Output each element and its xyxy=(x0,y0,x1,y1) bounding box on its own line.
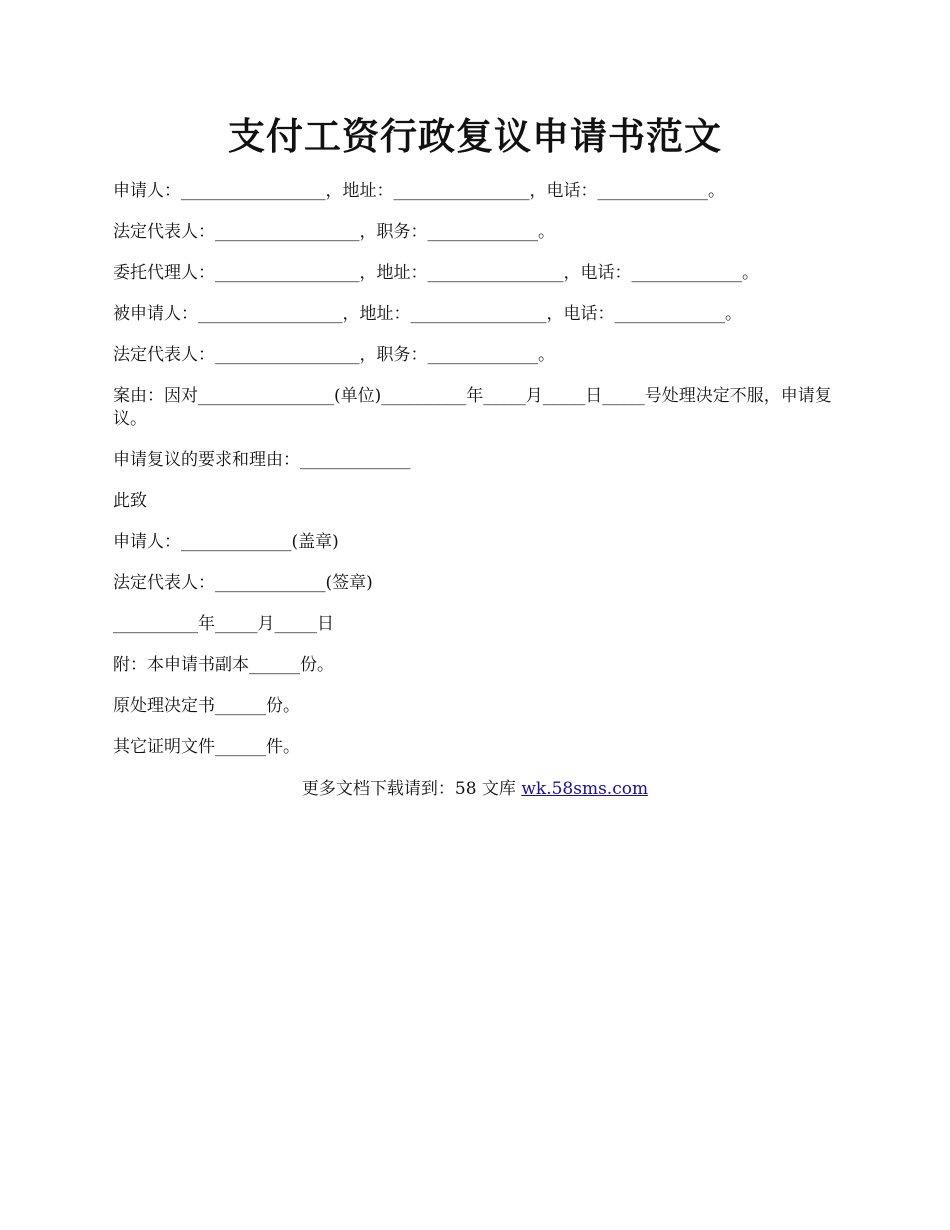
applicant-seal-line: 申请人：_____________(盖章) xyxy=(113,532,339,552)
respondent-line: 被申请人：_________________，地址：________________，电话：_____________。 xyxy=(113,304,742,324)
footer-prefix: 更多文档下载请到：58 文库 xyxy=(301,779,522,799)
document-title: 支付工资行政复议申请书范文 xyxy=(228,114,722,158)
download-footer xyxy=(0,778,950,801)
applicant-line: 申请人：_________________，地址：________________，电话：_____________。 xyxy=(113,181,725,201)
case-reason-paragraph: 案由：因对________________(单位)__________年_____月_____日_____号处理决定不服，申请复议。 xyxy=(113,386,832,429)
request-reasons-line: 申请复议的要求和理由：_____________ xyxy=(113,450,411,470)
respondent-legal-rep-line: 法定代表人：_________________，职务：_____________。 xyxy=(113,345,555,365)
applicant-legal-rep-line: 法定代表人：_________________，职务：_____________。 xyxy=(113,222,555,242)
document-body xyxy=(113,180,838,777)
attachment-copies-line: 附：本申请书副本______份。 xyxy=(113,655,334,675)
salutation-line: 此致 xyxy=(113,491,147,511)
agent-line: 委托代理人：_________________，地址：________________，电话：_____________。 xyxy=(113,263,759,283)
legal-rep-signature-line: 法定代表人：_____________(签章) xyxy=(113,573,373,593)
attachment-other-evidence-line: 其它证明文件______件。 xyxy=(113,737,300,757)
attachment-original-decision-line: 原处理决定书______份。 xyxy=(113,696,300,716)
footer-link[interactable]: wk.58sms.com xyxy=(521,779,649,799)
date-line: __________年_____月_____日 xyxy=(113,614,334,634)
